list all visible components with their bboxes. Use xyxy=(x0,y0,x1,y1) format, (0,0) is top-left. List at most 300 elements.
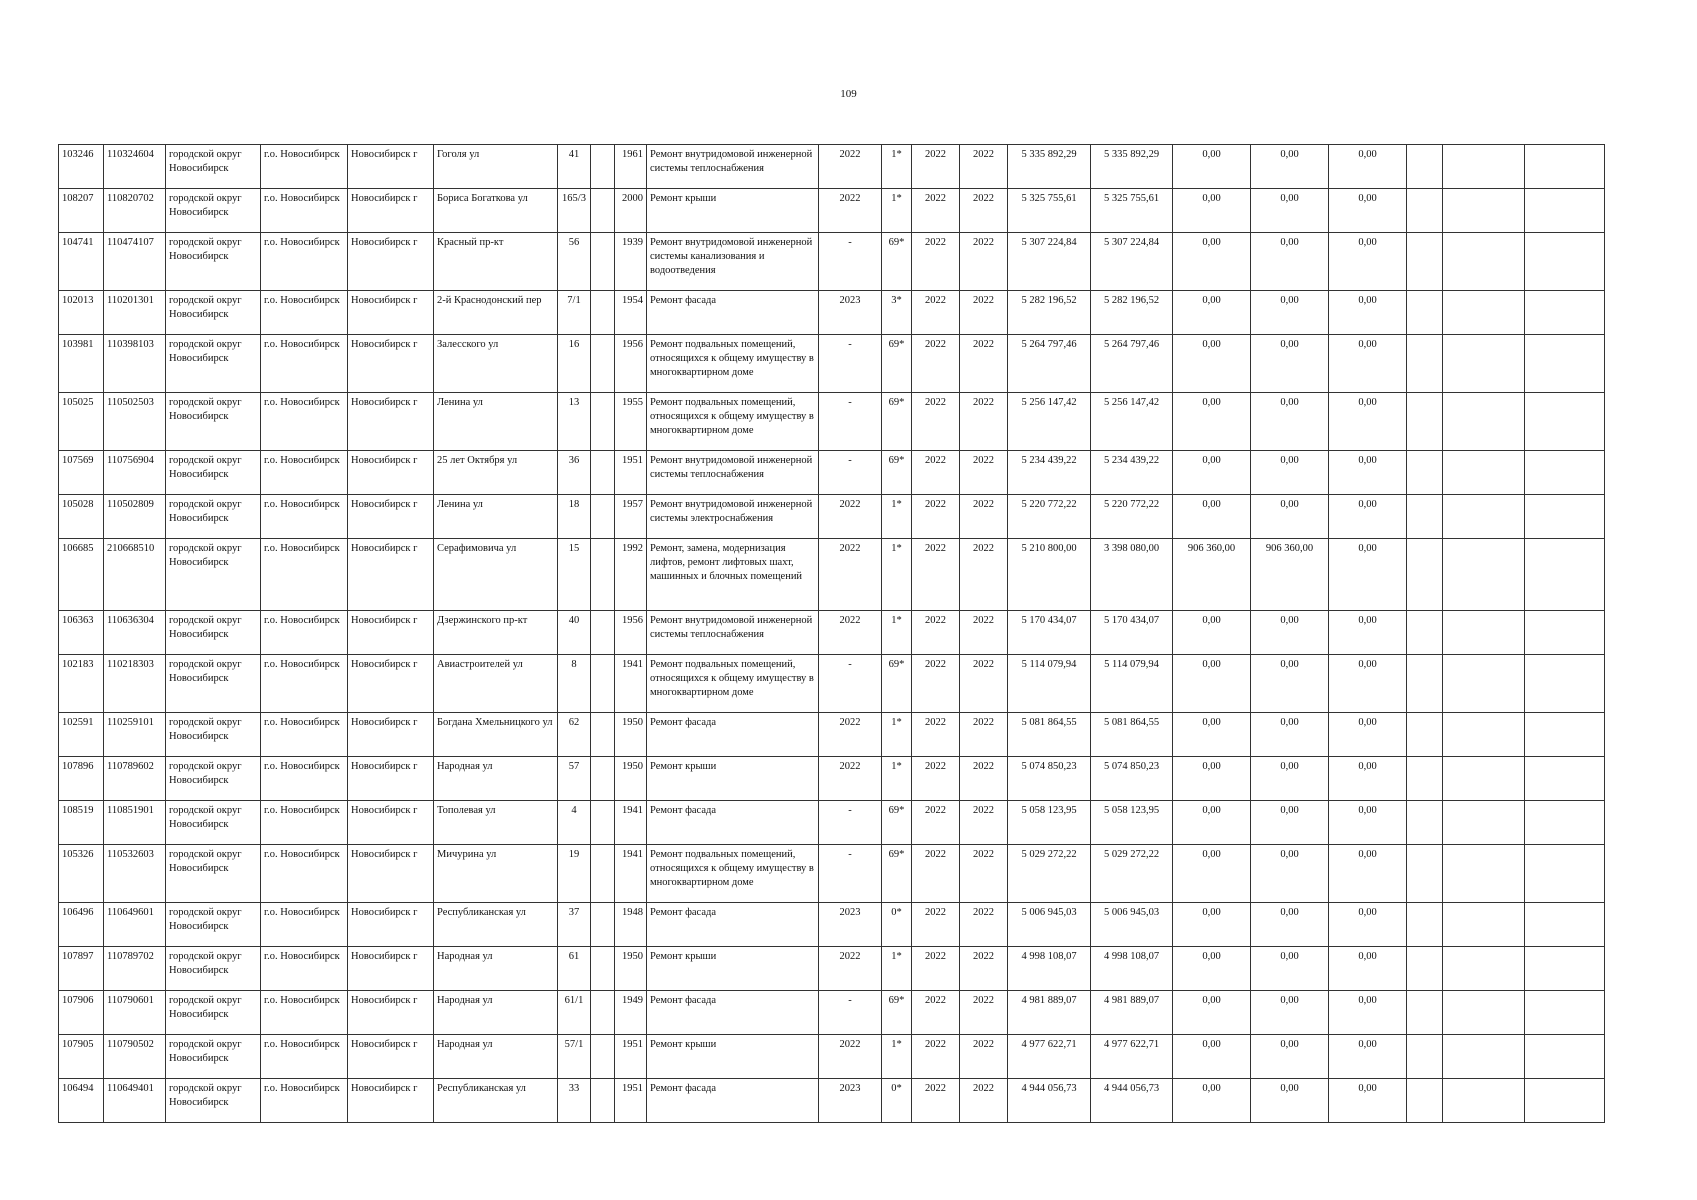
cell-district: городской округ Новосибирск xyxy=(166,757,261,801)
cell-extra-3 xyxy=(1525,233,1605,291)
cell-cost-3: 0,00 xyxy=(1329,393,1407,451)
cell-plan-year: - xyxy=(819,991,882,1035)
table-row xyxy=(59,611,1605,655)
cell-street: Народная ул xyxy=(434,991,558,1035)
cell-row-id: 107896 xyxy=(59,757,104,801)
cell-start-year: 2022 xyxy=(912,1079,960,1123)
cell-cost-2: 0,00 xyxy=(1251,845,1329,903)
cell-house-code: 110398103 xyxy=(104,335,166,393)
cell-cost-2: 0,00 xyxy=(1251,655,1329,713)
cell-district: городской округ Новосибирск xyxy=(166,991,261,1035)
cell-municipality: г.о. Новосибирск xyxy=(261,801,348,845)
cell-house-number: 57/1 xyxy=(558,1035,591,1079)
cell-built-year: 1939 xyxy=(615,233,647,291)
cell-start-year: 2022 xyxy=(912,189,960,233)
cell-fund-cost: 5 220 772,22 xyxy=(1091,495,1173,539)
cell-building xyxy=(591,539,615,611)
cell-cost-2: 0,00 xyxy=(1251,495,1329,539)
cell-work-type: Ремонт внутридомовой инженерной системы канализования и водоотведения xyxy=(647,233,819,291)
cell-building xyxy=(591,495,615,539)
cell-row-id: 108207 xyxy=(59,189,104,233)
cell-extra-2 xyxy=(1443,451,1525,495)
cell-cost-3: 0,00 xyxy=(1329,145,1407,189)
cell-plan-year: - xyxy=(819,233,882,291)
cell-extra-1 xyxy=(1407,845,1443,903)
cell-municipality: г.о. Новосибирск xyxy=(261,451,348,495)
cell-extra-1 xyxy=(1407,291,1443,335)
cell-built-year: 1948 xyxy=(615,903,647,947)
cell-total-cost: 5 006 945,03 xyxy=(1008,903,1091,947)
cell-building xyxy=(591,801,615,845)
cell-house-code: 110790601 xyxy=(104,991,166,1035)
cell-end-year: 2022 xyxy=(960,451,1008,495)
cell-street: Ленина ул xyxy=(434,495,558,539)
cell-street: Серафимовича ул xyxy=(434,539,558,611)
cell-extra-1 xyxy=(1407,757,1443,801)
cell-street: Залесского ул xyxy=(434,335,558,393)
cell-start-year: 2022 xyxy=(912,451,960,495)
cell-cost-3: 0,00 xyxy=(1329,495,1407,539)
cell-row-id: 104741 xyxy=(59,233,104,291)
cell-extra-1 xyxy=(1407,1035,1443,1079)
cell-mark: 69* xyxy=(882,801,912,845)
table-row xyxy=(59,451,1605,495)
cell-total-cost: 5 170 434,07 xyxy=(1008,611,1091,655)
cell-start-year: 2022 xyxy=(912,713,960,757)
cell-municipality: г.о. Новосибирск xyxy=(261,655,348,713)
cell-cost-1: 0,00 xyxy=(1173,393,1251,451)
cell-cost-1: 0,00 xyxy=(1173,233,1251,291)
cell-municipality: г.о. Новосибирск xyxy=(261,947,348,991)
cell-house-code: 110649401 xyxy=(104,1079,166,1123)
cell-extra-3 xyxy=(1525,713,1605,757)
cell-cost-2: 0,00 xyxy=(1251,757,1329,801)
cell-extra-3 xyxy=(1525,845,1605,903)
cell-district: городской округ Новосибирск xyxy=(166,189,261,233)
cell-row-id: 106363 xyxy=(59,611,104,655)
cell-end-year: 2022 xyxy=(960,757,1008,801)
cell-total-cost: 4 944 056,73 xyxy=(1008,1079,1091,1123)
table-row xyxy=(59,291,1605,335)
cell-extra-2 xyxy=(1443,801,1525,845)
cell-extra-2 xyxy=(1443,947,1525,991)
cell-street: Ленина ул xyxy=(434,393,558,451)
cell-extra-3 xyxy=(1525,947,1605,991)
cell-cost-2: 0,00 xyxy=(1251,145,1329,189)
cell-district: городской округ Новосибирск xyxy=(166,655,261,713)
cell-fund-cost: 4 977 622,71 xyxy=(1091,1035,1173,1079)
cell-house-code: 110201301 xyxy=(104,291,166,335)
cell-house-code: 110789602 xyxy=(104,757,166,801)
cell-plan-year: 2022 xyxy=(819,145,882,189)
capital-repair-table xyxy=(58,144,1605,1123)
cell-plan-year: 2022 xyxy=(819,189,882,233)
cell-plan-year: - xyxy=(819,655,882,713)
cell-locality: Новосибирск г xyxy=(348,947,434,991)
cell-district: городской округ Новосибирск xyxy=(166,713,261,757)
cell-built-year: 1951 xyxy=(615,1079,647,1123)
cell-cost-2: 906 360,00 xyxy=(1251,539,1329,611)
cell-fund-cost: 5 234 439,22 xyxy=(1091,451,1173,495)
table-row xyxy=(59,393,1605,451)
cell-end-year: 2022 xyxy=(960,291,1008,335)
table-row xyxy=(59,801,1605,845)
cell-locality: Новосибирск г xyxy=(348,393,434,451)
cell-municipality: г.о. Новосибирск xyxy=(261,335,348,393)
cell-fund-cost: 5 335 892,29 xyxy=(1091,145,1173,189)
cell-extra-2 xyxy=(1443,713,1525,757)
cell-extra-3 xyxy=(1525,291,1605,335)
cell-house-number: 4 xyxy=(558,801,591,845)
cell-extra-2 xyxy=(1443,903,1525,947)
cell-built-year: 1941 xyxy=(615,801,647,845)
cell-work-type: Ремонт подвальных помещений, относящихся к общему имуществу в многоквартирном доме xyxy=(647,393,819,451)
cell-mark: 1* xyxy=(882,713,912,757)
cell-extra-2 xyxy=(1443,845,1525,903)
cell-extra-1 xyxy=(1407,539,1443,611)
cell-building xyxy=(591,655,615,713)
cell-house-code: 210668510 xyxy=(104,539,166,611)
cell-cost-3: 0,00 xyxy=(1329,991,1407,1035)
cell-cost-2: 0,00 xyxy=(1251,451,1329,495)
cell-house-code: 110502503 xyxy=(104,393,166,451)
cell-mark: 0* xyxy=(882,1079,912,1123)
cell-total-cost: 5 256 147,42 xyxy=(1008,393,1091,451)
cell-work-type: Ремонт, замена, модернизация лифтов, ремонт лифтовых шахт, машинных и блочных помещений xyxy=(647,539,819,611)
cell-mark: 69* xyxy=(882,393,912,451)
cell-house-number: 62 xyxy=(558,713,591,757)
cell-building xyxy=(591,189,615,233)
cell-work-type: Ремонт крыши xyxy=(647,1035,819,1079)
cell-start-year: 2022 xyxy=(912,393,960,451)
cell-building xyxy=(591,611,615,655)
cell-row-id: 107569 xyxy=(59,451,104,495)
cell-municipality: г.о. Новосибирск xyxy=(261,393,348,451)
cell-total-cost: 5 220 772,22 xyxy=(1008,495,1091,539)
cell-fund-cost: 4 998 108,07 xyxy=(1091,947,1173,991)
cell-municipality: г.о. Новосибирск xyxy=(261,713,348,757)
cell-cost-1: 0,00 xyxy=(1173,713,1251,757)
cell-extra-2 xyxy=(1443,145,1525,189)
cell-cost-3: 0,00 xyxy=(1329,903,1407,947)
cell-locality: Новосибирск г xyxy=(348,611,434,655)
cell-cost-1: 0,00 xyxy=(1173,947,1251,991)
cell-house-code: 110636304 xyxy=(104,611,166,655)
cell-extra-1 xyxy=(1407,145,1443,189)
cell-built-year: 1955 xyxy=(615,393,647,451)
cell-fund-cost: 5 307 224,84 xyxy=(1091,233,1173,291)
cell-house-code: 110324604 xyxy=(104,145,166,189)
cell-district: городской округ Новосибирск xyxy=(166,801,261,845)
cell-work-type: Ремонт подвальных помещений, относящихся к общему имуществу в многоквартирном доме xyxy=(647,335,819,393)
cell-end-year: 2022 xyxy=(960,655,1008,713)
cell-cost-1: 0,00 xyxy=(1173,291,1251,335)
cell-house-code: 110218303 xyxy=(104,655,166,713)
cell-mark: 1* xyxy=(882,1035,912,1079)
cell-total-cost: 5 058 123,95 xyxy=(1008,801,1091,845)
cell-fund-cost: 5 325 755,61 xyxy=(1091,189,1173,233)
cell-cost-3: 0,00 xyxy=(1329,713,1407,757)
cell-extra-3 xyxy=(1525,539,1605,611)
cell-fund-cost: 5 170 434,07 xyxy=(1091,611,1173,655)
cell-plan-year: - xyxy=(819,801,882,845)
cell-total-cost: 4 981 889,07 xyxy=(1008,991,1091,1035)
cell-row-id: 106685 xyxy=(59,539,104,611)
cell-cost-1: 0,00 xyxy=(1173,611,1251,655)
table-row xyxy=(59,655,1605,713)
cell-house-code: 110790502 xyxy=(104,1035,166,1079)
cell-cost-2: 0,00 xyxy=(1251,991,1329,1035)
cell-extra-2 xyxy=(1443,991,1525,1035)
cell-house-number: 37 xyxy=(558,903,591,947)
cell-house-number: 7/1 xyxy=(558,291,591,335)
cell-mark: 69* xyxy=(882,845,912,903)
cell-extra-3 xyxy=(1525,495,1605,539)
cell-mark: 1* xyxy=(882,145,912,189)
cell-fund-cost: 5 058 123,95 xyxy=(1091,801,1173,845)
table-row xyxy=(59,1035,1605,1079)
cell-building xyxy=(591,947,615,991)
cell-extra-3 xyxy=(1525,1035,1605,1079)
cell-mark: 1* xyxy=(882,757,912,801)
cell-row-id: 105326 xyxy=(59,845,104,903)
cell-plan-year: - xyxy=(819,845,882,903)
cell-work-type: Ремонт крыши xyxy=(647,189,819,233)
cell-house-code: 110532603 xyxy=(104,845,166,903)
cell-house-number: 33 xyxy=(558,1079,591,1123)
cell-extra-3 xyxy=(1525,757,1605,801)
cell-work-type: Ремонт фасада xyxy=(647,1079,819,1123)
cell-extra-1 xyxy=(1407,189,1443,233)
cell-row-id: 102013 xyxy=(59,291,104,335)
cell-end-year: 2022 xyxy=(960,903,1008,947)
cell-plan-year: 2022 xyxy=(819,1035,882,1079)
cell-cost-3: 0,00 xyxy=(1329,1079,1407,1123)
cell-house-number: 56 xyxy=(558,233,591,291)
cell-cost-1: 0,00 xyxy=(1173,335,1251,393)
cell-fund-cost: 5 114 079,94 xyxy=(1091,655,1173,713)
cell-extra-1 xyxy=(1407,801,1443,845)
cell-total-cost: 5 307 224,84 xyxy=(1008,233,1091,291)
cell-row-id: 103981 xyxy=(59,335,104,393)
cell-end-year: 2022 xyxy=(960,845,1008,903)
cell-plan-year: 2022 xyxy=(819,495,882,539)
cell-cost-2: 0,00 xyxy=(1251,1035,1329,1079)
cell-cost-2: 0,00 xyxy=(1251,233,1329,291)
cell-extra-3 xyxy=(1525,393,1605,451)
cell-end-year: 2022 xyxy=(960,393,1008,451)
cell-cost-2: 0,00 xyxy=(1251,947,1329,991)
cell-fund-cost: 5 006 945,03 xyxy=(1091,903,1173,947)
cell-extra-2 xyxy=(1443,233,1525,291)
cell-cost-1: 0,00 xyxy=(1173,655,1251,713)
cell-street: 25 лет Октября ул xyxy=(434,451,558,495)
cell-district: городской округ Новосибирск xyxy=(166,145,261,189)
cell-work-type: Ремонт крыши xyxy=(647,757,819,801)
cell-street: Народная ул xyxy=(434,1035,558,1079)
cell-building xyxy=(591,1035,615,1079)
cell-extra-1 xyxy=(1407,335,1443,393)
cell-street: Бориса Богаткова ул xyxy=(434,189,558,233)
cell-municipality: г.о. Новосибирск xyxy=(261,757,348,801)
cell-locality: Новосибирск г xyxy=(348,233,434,291)
cell-plan-year: - xyxy=(819,393,882,451)
cell-plan-year: 2023 xyxy=(819,291,882,335)
cell-start-year: 2022 xyxy=(912,291,960,335)
cell-house-code: 110756904 xyxy=(104,451,166,495)
cell-row-id: 106494 xyxy=(59,1079,104,1123)
cell-built-year: 1949 xyxy=(615,991,647,1035)
cell-locality: Новосибирск г xyxy=(348,991,434,1035)
cell-mark: 1* xyxy=(882,189,912,233)
cell-extra-2 xyxy=(1443,495,1525,539)
cell-cost-2: 0,00 xyxy=(1251,189,1329,233)
cell-building xyxy=(591,991,615,1035)
cell-start-year: 2022 xyxy=(912,233,960,291)
cell-district: городской округ Новосибирск xyxy=(166,947,261,991)
cell-row-id: 107905 xyxy=(59,1035,104,1079)
cell-extra-1 xyxy=(1407,611,1443,655)
cell-built-year: 2000 xyxy=(615,189,647,233)
cell-row-id: 106496 xyxy=(59,903,104,947)
cell-building xyxy=(591,291,615,335)
cell-extra-1 xyxy=(1407,495,1443,539)
cell-municipality: г.о. Новосибирск xyxy=(261,145,348,189)
cell-extra-2 xyxy=(1443,757,1525,801)
cell-cost-2: 0,00 xyxy=(1251,1079,1329,1123)
cell-cost-3: 0,00 xyxy=(1329,655,1407,713)
cell-row-id: 105028 xyxy=(59,495,104,539)
cell-cost-2: 0,00 xyxy=(1251,611,1329,655)
cell-end-year: 2022 xyxy=(960,947,1008,991)
table-row xyxy=(59,845,1605,903)
cell-cost-3: 0,00 xyxy=(1329,1035,1407,1079)
cell-house-code: 110259101 xyxy=(104,713,166,757)
cell-start-year: 2022 xyxy=(912,947,960,991)
cell-extra-1 xyxy=(1407,947,1443,991)
cell-work-type: Ремонт фасада xyxy=(647,903,819,947)
cell-cost-1: 0,00 xyxy=(1173,145,1251,189)
cell-locality: Новосибирск г xyxy=(348,145,434,189)
cell-locality: Новосибирск г xyxy=(348,539,434,611)
cell-start-year: 2022 xyxy=(912,1035,960,1079)
cell-total-cost: 5 081 864,55 xyxy=(1008,713,1091,757)
cell-cost-3: 0,00 xyxy=(1329,801,1407,845)
cell-municipality: г.о. Новосибирск xyxy=(261,1035,348,1079)
cell-municipality: г.о. Новосибирск xyxy=(261,233,348,291)
table-row xyxy=(59,1079,1605,1123)
cell-municipality: г.о. Новосибирск xyxy=(261,189,348,233)
cell-end-year: 2022 xyxy=(960,335,1008,393)
cell-house-code: 110851901 xyxy=(104,801,166,845)
cell-start-year: 2022 xyxy=(912,801,960,845)
cell-house-number: 8 xyxy=(558,655,591,713)
cell-cost-1: 0,00 xyxy=(1173,903,1251,947)
cell-cost-1: 0,00 xyxy=(1173,1079,1251,1123)
cell-locality: Новосибирск г xyxy=(348,845,434,903)
cell-work-type: Ремонт внутридомовой инженерной системы электроснабжения xyxy=(647,495,819,539)
cell-total-cost: 5 264 797,46 xyxy=(1008,335,1091,393)
cell-building xyxy=(591,233,615,291)
cell-extra-1 xyxy=(1407,1079,1443,1123)
cell-built-year: 1950 xyxy=(615,757,647,801)
cell-built-year: 1941 xyxy=(615,655,647,713)
cell-mark: 69* xyxy=(882,655,912,713)
cell-cost-3: 0,00 xyxy=(1329,451,1407,495)
cell-total-cost: 5 029 272,22 xyxy=(1008,845,1091,903)
cell-street: Народная ул xyxy=(434,947,558,991)
cell-built-year: 1956 xyxy=(615,611,647,655)
cell-end-year: 2022 xyxy=(960,801,1008,845)
cell-house-number: 57 xyxy=(558,757,591,801)
cell-end-year: 2022 xyxy=(960,713,1008,757)
cell-street: Дзержинского пр-кт xyxy=(434,611,558,655)
cell-fund-cost: 5 029 272,22 xyxy=(1091,845,1173,903)
cell-extra-3 xyxy=(1525,145,1605,189)
cell-fund-cost: 3 398 080,00 xyxy=(1091,539,1173,611)
cell-building xyxy=(591,903,615,947)
cell-built-year: 1961 xyxy=(615,145,647,189)
cell-locality: Новосибирск г xyxy=(348,1079,434,1123)
cell-building xyxy=(591,713,615,757)
cell-house-number: 61/1 xyxy=(558,991,591,1035)
cell-district: городской округ Новосибирск xyxy=(166,233,261,291)
cell-row-id: 107897 xyxy=(59,947,104,991)
cell-extra-1 xyxy=(1407,393,1443,451)
cell-extra-2 xyxy=(1443,1079,1525,1123)
cell-built-year: 1951 xyxy=(615,1035,647,1079)
cell-street: Республиканская ул xyxy=(434,1079,558,1123)
cell-municipality: г.о. Новосибирск xyxy=(261,291,348,335)
cell-work-type: Ремонт крыши xyxy=(647,947,819,991)
cell-built-year: 1992 xyxy=(615,539,647,611)
cell-house-code: 110789702 xyxy=(104,947,166,991)
cell-built-year: 1950 xyxy=(615,947,647,991)
cell-municipality: г.о. Новосибирск xyxy=(261,495,348,539)
cell-start-year: 2022 xyxy=(912,845,960,903)
cell-work-type: Ремонт фасада xyxy=(647,801,819,845)
cell-work-type: Ремонт фасада xyxy=(647,291,819,335)
cell-extra-1 xyxy=(1407,451,1443,495)
cell-built-year: 1941 xyxy=(615,845,647,903)
table-row xyxy=(59,335,1605,393)
table-row xyxy=(59,713,1605,757)
cell-district: городской округ Новосибирск xyxy=(166,1079,261,1123)
cell-built-year: 1957 xyxy=(615,495,647,539)
cell-building xyxy=(591,451,615,495)
cell-extra-1 xyxy=(1407,233,1443,291)
table-row xyxy=(59,233,1605,291)
cell-house-code: 110474107 xyxy=(104,233,166,291)
cell-fund-cost: 5 264 797,46 xyxy=(1091,335,1173,393)
cell-locality: Новосибирск г xyxy=(348,495,434,539)
cell-total-cost: 5 282 196,52 xyxy=(1008,291,1091,335)
cell-building xyxy=(591,335,615,393)
cell-building xyxy=(591,393,615,451)
cell-street: Народная ул xyxy=(434,757,558,801)
cell-extra-3 xyxy=(1525,655,1605,713)
cell-extra-1 xyxy=(1407,713,1443,757)
cell-building xyxy=(591,1079,615,1123)
cell-house-number: 19 xyxy=(558,845,591,903)
cell-cost-3: 0,00 xyxy=(1329,233,1407,291)
table-row xyxy=(59,757,1605,801)
cell-district: городской округ Новосибирск xyxy=(166,611,261,655)
cell-extra-3 xyxy=(1525,903,1605,947)
cell-locality: Новосибирск г xyxy=(348,655,434,713)
cell-cost-1: 0,00 xyxy=(1173,991,1251,1035)
cell-plan-year: 2022 xyxy=(819,947,882,991)
